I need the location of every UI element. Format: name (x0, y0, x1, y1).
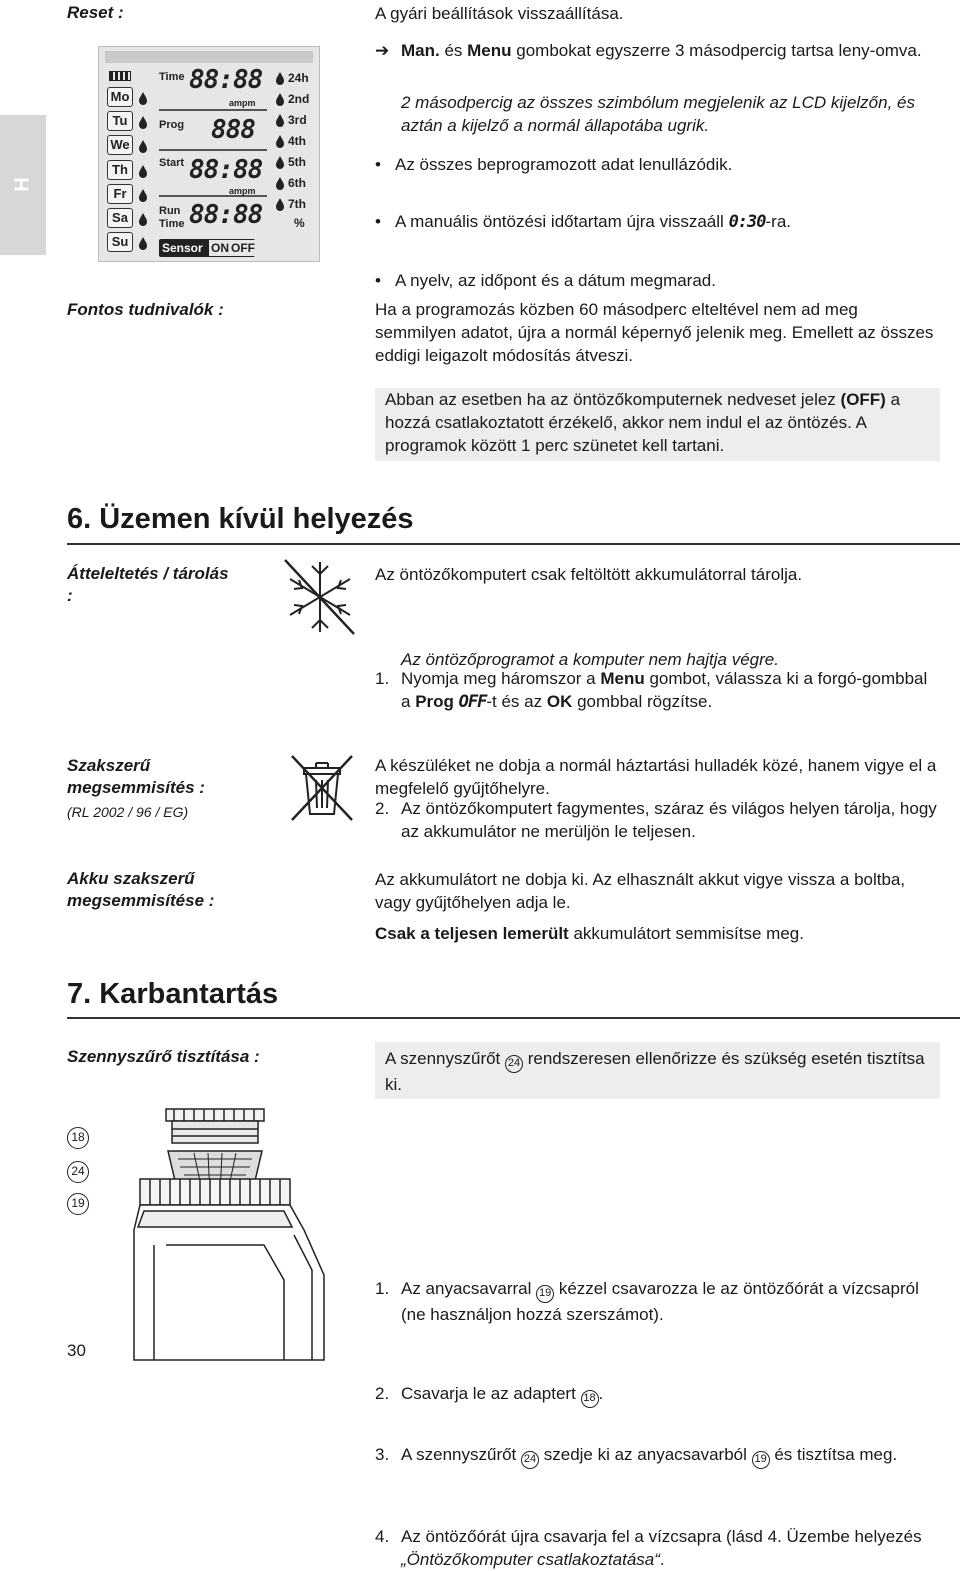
section-6-title: 6. Üzemen kívül helyezés (67, 503, 414, 535)
reset-label: Reset : (67, 3, 124, 22)
filter-step-4 (375, 1525, 935, 1571)
callout-24: 24 (521, 1451, 539, 1469)
lcd-label-time: Time (159, 71, 185, 83)
reset-bullet-1 (375, 153, 935, 176)
reset-bullet-3 (375, 269, 935, 292)
sensor-on: ON (211, 241, 229, 255)
crossed-bin-icon (286, 752, 358, 824)
interval-5th: 5th (288, 155, 306, 169)
filter-step-3-b: szedje ki az anyacsavarból (539, 1445, 752, 1464)
day-mo: Mo (107, 87, 133, 107)
section-7-rule (67, 1017, 960, 1019)
lcd-digits-time: 88:88 (189, 65, 263, 95)
battery-disposal-label: Akku szakszerű megsemmisítése : (67, 869, 215, 910)
lcd-label-run: Run (159, 205, 181, 217)
storage-step-1-c: -t és az (486, 692, 547, 711)
lcd-divider (159, 109, 267, 111)
filter-step-2-a: Csavarja le az adaptert (401, 1384, 581, 1403)
disposal-ref: (RL 2002 / 96 / EG) (67, 804, 189, 820)
storage-step-2 (375, 797, 940, 843)
language-tab-label: H (11, 177, 34, 192)
filter-cleaning-label: Szennyszűrő tisztítása : (67, 1047, 260, 1066)
drop-icon (276, 114, 284, 127)
battery-disposal-note (375, 922, 945, 945)
off-display: OFF (458, 692, 487, 712)
filter-step-2 (375, 1382, 935, 1408)
sensor-off: OFF (231, 241, 255, 255)
day-th: Th (107, 160, 133, 180)
storage-step-1-note: Az öntözőprogramot a komputer nem hajtja végre. (401, 650, 779, 669)
filter-step-2-b: . (598, 1384, 604, 1403)
drop-icon (276, 72, 284, 85)
disposal-label: Szakszerű megsemmisítés : (67, 756, 205, 797)
drop-icon (276, 135, 284, 148)
filter-step-3-a: A szennyszűrőt (401, 1445, 522, 1464)
lcd-ampm-2: ampm (229, 186, 256, 196)
arrow-icon: ➔ (375, 41, 390, 60)
section-6-rule (67, 543, 960, 545)
day-we: We (107, 135, 133, 155)
filter-step-4-a: Az öntözőórát újra csavarja fel a vízcsapra (lásd 4. Üzembe helyezés (401, 1527, 922, 1546)
drop-icon (276, 93, 284, 106)
no-frost-icon (282, 556, 358, 638)
bullet-icon: • (375, 155, 381, 174)
sensor-bar (159, 239, 255, 257)
day-sa: Sa (107, 208, 133, 228)
lcd-ampm-1: ampm (229, 98, 256, 108)
filter-step-3-c: és tisztítsa meg. (769, 1445, 898, 1464)
interval-3rd: 3rd (288, 113, 307, 127)
filter-intro-b: rendszeresen ellenőrizze és szükség esetén tisztítsa ki. (385, 1049, 925, 1094)
filter-step-3 (375, 1443, 935, 1469)
battery-note-bold: Csak a teljesen lemerült (375, 924, 569, 943)
figure-callout-18: 18 (67, 1127, 89, 1149)
filter-step-3-num: 3. (375, 1445, 390, 1464)
manual-duration-suffix: -ra. (765, 212, 792, 231)
prog-key: Prog (415, 692, 454, 711)
disposal-text: A készüléket ne dobja a normál háztartási hulladék közé, hanem vigye el a megfelelő gyűjtőhelyre. (375, 756, 937, 798)
bullet-icon: • (375, 212, 381, 231)
filter-step-1-a: Az anyacsavarral (401, 1279, 537, 1298)
battery-note-rest: akkumulátort semmisítse meg. (568, 924, 804, 943)
lcd-label-runtime: Time (159, 218, 185, 230)
drop-icon (139, 189, 147, 202)
filter-step-1-b: kézzel csavarozza le az öntözőórát a vízcsapról (ne használjon hozzá szerszámot). (401, 1279, 919, 1324)
filter-step-1-num: 1. (375, 1279, 390, 1298)
section-7-title: 7. Karbantartás (67, 978, 279, 1010)
storage-step-1-d: gombbal rögzítse. (572, 692, 713, 711)
important-para2-a: Abban az esetben ha az öntözőkomputernek nedveset jelez (385, 390, 841, 409)
drop-icon (139, 237, 147, 250)
off-keyword: (OFF) (840, 390, 886, 409)
filter-assembly-figure (94, 1105, 334, 1360)
page-number: 30 (67, 1341, 86, 1360)
battery-disposal-text: Az akkumulátort ne dobja ki. Az elhasznált akkut vigye vissza a boltba, vagy gyűjtőhelyen adja le. (375, 870, 906, 912)
callout-24: 24 (505, 1055, 523, 1073)
filter-step-4-b: . (659, 1550, 665, 1569)
drop-icon (139, 92, 147, 105)
filter-cleaning-intro (375, 1042, 940, 1099)
reset-arrow-step (375, 39, 935, 62)
drop-icon (139, 140, 147, 153)
interval-4th: 4th (288, 134, 306, 148)
reset-intro: A gyári beállítások visszaállítása. (375, 4, 624, 23)
lcd-label-prog: Prog (159, 119, 185, 131)
drop-icon (139, 213, 147, 226)
lcd-divider (159, 149, 267, 151)
reset-bullet-3-text: A nyelv, az időpont és a dátum megmarad. (395, 271, 716, 290)
interval-24h: 24h (288, 71, 309, 85)
drop-icon (276, 177, 284, 190)
lcd-label-start: Start (159, 157, 185, 169)
important-para2-b: a hozzá csatlakoztatott érzékelő, akkor nem indul el az öntözés. A programok között 1 perc szünetet kell tartani. (385, 390, 901, 455)
man-key: Man. (401, 41, 440, 60)
interval-drops (275, 71, 285, 221)
drop-icon (276, 156, 284, 169)
storage-step-1 (375, 667, 940, 714)
filter-intro-a: A szennyszűrőt (385, 1049, 506, 1068)
storage-intro: Az öntözőkomputert csak feltöltött akkumulátorral tárolja. (375, 565, 803, 584)
day-su: Su (107, 232, 133, 252)
interval-7th: 7th (288, 197, 306, 211)
storage-step-1-b: gombot, válassza ki a forgó-gombbal a (401, 669, 928, 711)
filter-step-4-ref: „Öntözőkomputer csatlakoztatása“ (401, 1550, 660, 1569)
lcd-digits-runtime: 88:88 (189, 200, 263, 230)
filter-step-4-num: 4. (375, 1527, 390, 1546)
filter-step-2-num: 2. (375, 1384, 390, 1403)
important-para1: Ha a programozás közben 60 másodperc elteltével nem ad meg semmilyen adatot, újra a normál képernyő jelenik meg. Emellett az összes eddigi leigazolt módosítás átveszi. (375, 300, 934, 365)
manual-duration-value: 0:30 (728, 212, 766, 232)
callout-19: 19 (752, 1451, 770, 1469)
lcd-display (98, 46, 320, 262)
filter-step-1 (375, 1277, 935, 1326)
lcd-digits-start: 88:88 (189, 155, 263, 185)
storage-label: Átteleltetés / tárolás : (67, 564, 229, 605)
storage-step-2-text: Az öntözőkomputert fagymentes, száraz és világos helyen tárolja, hogy az akkumulátor ne merüljön le teljesen. (401, 799, 937, 841)
storage-step-2-num: 2. (375, 799, 390, 818)
storage-step-1-num: 1. (375, 669, 390, 688)
figure-callout-19: 19 (67, 1193, 89, 1215)
day-drops (137, 87, 149, 257)
reset-text-and: és (439, 41, 468, 60)
drop-icon (139, 165, 147, 178)
important-label: Fontos tudnivalók : (67, 300, 224, 319)
reset-bullet-2-text: A manuális öntözési időtartam újra visszaáll (395, 212, 724, 231)
drop-icon (276, 198, 284, 211)
battery-icon (109, 71, 131, 81)
ok-key: OK (546, 692, 573, 711)
drop-icon (139, 116, 147, 129)
reset-bullet-1-text: Az összes beprogramozott adat lenullázódik. (395, 155, 733, 174)
lcd-top-band (105, 51, 313, 63)
day-tu: Tu (107, 111, 133, 131)
callout-18: 18 (581, 1390, 599, 1408)
interval-percent: % (294, 216, 305, 230)
important-para2 (375, 388, 940, 461)
sensor-label: Sensor (162, 241, 203, 255)
storage-step-1-a: Nyomja meg háromszor a (401, 669, 601, 688)
lcd-digits-prog: 888 (211, 115, 255, 145)
reset-arrow-text: gombokat egyszerre 3 másodpercig tartsa leny-omva. (511, 41, 922, 60)
menu-key: Menu (467, 41, 512, 60)
language-tab (0, 115, 46, 255)
reset-arrow-result: 2 másodpercig az összes szimbólum megjelenik az LCD kijelzőn, és aztán a kijelző a normál állapotába ugrik. (401, 93, 915, 135)
interval-6th: 6th (288, 176, 306, 190)
reset-bullet-2 (375, 210, 935, 234)
callout-19: 19 (536, 1285, 554, 1303)
interval-2nd: 2nd (288, 92, 310, 106)
menu-key: Menu (600, 669, 645, 688)
figure-callout-24: 24 (67, 1161, 89, 1183)
bullet-icon: • (375, 271, 381, 290)
day-fr: Fr (107, 184, 133, 204)
